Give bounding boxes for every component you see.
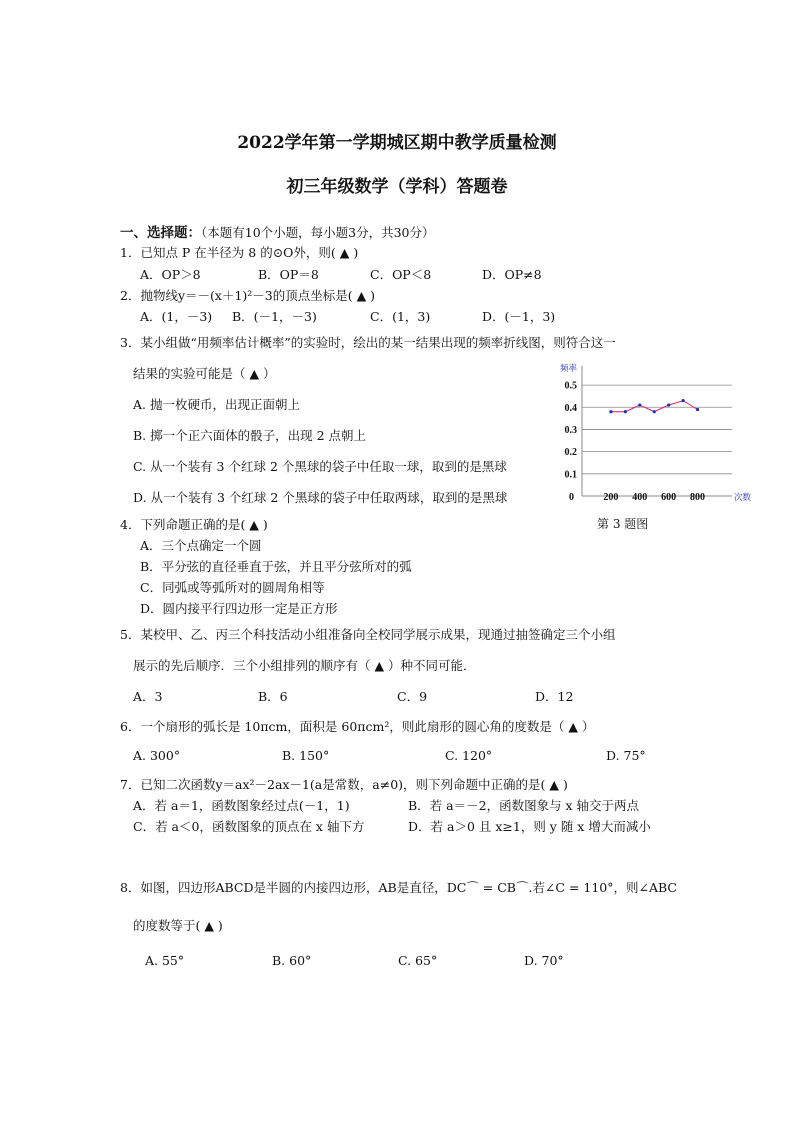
q6-option-c: C. 120° [445,748,493,763]
q3-option-a: A. 抛一枚硬币，出现正面朝上 [133,397,300,412]
q8-stem-line1: 8．如图，四边形ABCD是半圆的内接四边形，AB是直径，DC⌒ = CB⌒.若∠C = 110°，则∠ABC [120,880,677,895]
q5-option-a: A．3 [133,689,163,704]
q2-stem: 2．抛物线y＝－(x＋1)²－3的顶点坐标是( ▲ ) [120,288,376,303]
data-point [638,403,641,406]
q5-option-b: B．6 [258,689,288,704]
q8-option-d: D. 70° [524,953,564,968]
chart-grid [582,385,732,474]
q6-option-a: A. 300° [133,748,181,763]
section-heading: 一、选择题： [120,225,201,241]
x-tick-label: 800 [690,492,706,503]
section-note: （本题有10个小题，每小题3分，共30分） [201,225,435,240]
q1-option-d: D．OP≠8 [482,267,542,282]
y-tick-label: 0.3 [564,424,577,436]
q8-stem-line2: 的度数等于( ▲ ) [133,918,223,933]
y-tick-label: 0.4 [564,402,577,414]
x-tick-label: 600 [661,492,677,503]
q5-option-d: D．12 [535,689,574,704]
chart-axes [582,366,732,496]
q8-option-c: C. 65° [398,953,438,968]
q8-option-b: B. 60° [272,953,312,968]
q3-option-c: C. 从一个装有 3 个红球 2 个黑球的袋子中任取一球，取到的是黑球 [133,459,507,474]
data-point [682,399,685,402]
data-point [653,410,656,413]
q2-option-d: D．(－1，3) [482,309,556,324]
q6-stem: 6．一个扇形的弧长是 10πcm，面积是 60πcm²，则此扇形的圆心角的度数是（ ▲ ） [120,719,595,734]
exam-title: 2022学年第一学期城区期中教学质量检测 [237,133,557,153]
x-tick-label: 200 [603,492,619,503]
q7-option-c: C．若 a＜0，函数图象的顶点在 x 轴下方 [133,819,365,834]
q4-stem: 4．下列命题正确的是( ▲ ) [120,517,268,532]
q5-stem-line1: 5．某校甲、乙、丙三个科技活动小组准备向全校同学展示成果，现通过抽签确定三个小组 [120,627,616,642]
chart-series [609,399,699,413]
y-axis-label: 频率 [560,363,578,373]
q7-option-a: A．若 a＝1，函数图象经过点(－1，1) [133,798,350,813]
q7-option-b: B．若 a＝－2，函数图象与 x 轴交于两点 [408,798,640,813]
frequency-line-chart [555,362,752,512]
q2-option-b: B．(－1，－3) [232,309,317,324]
q4-option-d: D．圆内接平行四边形一定是正方形 [140,601,338,616]
q3-option-d: D. 从一个装有 3 个红球 2 个黑球的袋子中任取两球，取到的是黑球 [133,490,508,505]
q1-option-a: A．OP＞8 [140,267,201,282]
q1-option-b: B．OP＝8 [258,267,319,282]
q2-option-a: A．(1，－3) [140,309,213,324]
q7-stem: 7．已知二次函数y＝ax²－2ax－1(a是常数，a≠0)，则下列命题中正确的是( ▲ ) [120,777,568,792]
q6-option-b: B. 150° [282,748,330,763]
q3-stem-line2: 结果的实验可能是（ ▲ ） [133,366,276,381]
q8-option-a: A. 55° [145,953,185,968]
q3-option-b: B. 掷一个正六面体的骰子，出现 2 点朝上 [133,428,367,443]
exam-subtitle: 初三年级数学（学科）答题卷 [286,177,508,197]
data-point [696,408,699,411]
q6-option-d: D. 75° [606,748,646,763]
q1-option-c: C．OP＜8 [370,267,432,282]
x-axis-label: 次数 [734,492,752,502]
y-tick-label: 0.2 [564,447,577,459]
chart-labels [560,363,752,503]
data-point [624,410,627,413]
q3-stem-line1: 3．某小组做“用频率估计概率”的实验时，绘出的某一结果出现的频率折线图，则符合这一 [120,335,616,350]
figure-caption: 第 3 题图 [597,517,649,531]
section-heading-row [120,221,435,241]
q4-option-a: A．三个点确定一个圆 [140,538,262,553]
q5-option-c: C．9 [397,689,428,704]
q5-stem-line2: 展示的先后顺序．三个小组排列的顺序有（ ▲ ）种不同可能． [133,658,476,673]
x-tick-label: 400 [632,492,648,503]
q4-option-c: C．同弧或等弧所对的圆周角相等 [140,580,325,595]
q4-option-b: B．平分弦的直径垂直于弦，并且平分弦所对的弧 [140,559,412,574]
frequency-line [611,401,698,412]
q7-option-d: D．若 a＞0 且 x≥1，则 y 随 x 增大而减小 [408,819,651,834]
data-point [609,410,612,413]
q1-stem: 1．已知点 P 在半径为 8 的⊙O外，则( ▲ ) [120,245,359,260]
y-tick-label: 0.5 [564,380,577,392]
y-tick-label: 0.1 [564,469,577,481]
q2-option-c: C．(1，3) [370,309,431,324]
origin-label: 0 [569,492,574,503]
data-point [667,403,670,406]
